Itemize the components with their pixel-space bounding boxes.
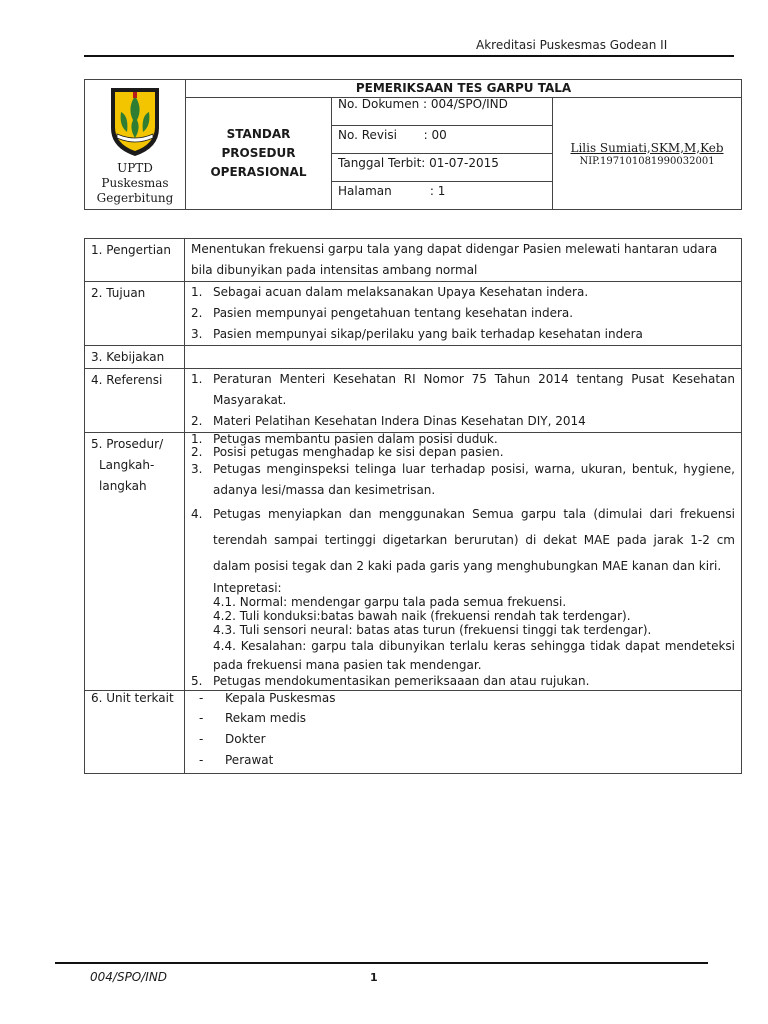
interpretasi-item-1: 4.1. Normal: mendengar garpu tala pada semua frekuensi. <box>213 595 567 609</box>
list-item: 1. Sebagai acuan dalam melaksanakan Upaya Kesehatan indera. <box>191 282 735 303</box>
list-item: 1. Petugas membantu pasien dalam posisi duduk. <box>191 433 735 446</box>
signer-cell <box>553 98 742 210</box>
list-item: 1. Peraturan Menteri Kesehatan RI Nomor 75 Tahun 2014 tentang Pusat Kesehatan Masyarakat. <box>191 369 735 411</box>
sop-line-1: STANDAR <box>226 127 291 141</box>
label-unit-terkait: 6. Unit terkait <box>85 691 185 774</box>
logo-caption-line-1: UPTD <box>117 161 153 175</box>
row-prosedur <box>85 433 742 691</box>
row-tujuan <box>85 282 742 346</box>
list-item: 2. Posisi petugas menghadap ke sisi depan pasien. <box>191 446 735 459</box>
institution-logo-cell <box>85 80 186 210</box>
list-item: - Dokter <box>191 729 735 750</box>
row-unit-terkait <box>85 691 742 774</box>
interpretasi-item-2: 4.2. Tuli konduksi:batas bawah naik (frekuensi rendah tak terdengar). <box>213 609 631 623</box>
sop-line-2: PROSEDUR <box>221 146 296 160</box>
document-title: PEMERIKSAAN TES GARPU TALA <box>186 80 742 98</box>
list-item: 2. Materi Pelatihan Kesehatan Indera Dinas Kesehatan DIY, 2014 <box>191 411 735 432</box>
prosedur-item-3: Petugas menginspeksi telinga luar terhadap posisi, warna, ukuran, bentuk, hygiene, adanya lesi/massa dan kesimetrisan. <box>213 462 735 497</box>
footer-divider <box>55 962 708 964</box>
list-item: - Perawat <box>191 750 735 771</box>
row-kebijakan <box>85 346 742 369</box>
logo-caption-line-2: Puskesmas <box>101 176 169 190</box>
prosedur-item-4: Petugas menyiapkan dan menggunakan Semua garpu tala (dimulai dari frekuensi terendah sampai tertinggi digetarkan berurutan) di dekat MAE pada jarak 1-2 cm dalam posisi tegak dan 2 kaki pada garis yang menghubungkan MAE kanan dan kiri. <box>213 507 735 573</box>
unit-item-4: Perawat <box>225 753 274 767</box>
document-number: No. Dokumen : 004/SPO/IND <box>332 98 553 126</box>
interpretasi-label: Intepretasi: <box>213 581 282 595</box>
list-item: 5. Petugas mendokumentasikan pemeriksaaan dan atau rujukan. <box>191 675 735 688</box>
footer-page-number: 1 <box>370 971 378 984</box>
list-item: - Rekam medis <box>191 708 735 729</box>
header-title: Akreditasi Puskesmas Godean II <box>476 38 668 52</box>
label-referensi: 4. Referensi <box>85 369 185 433</box>
list-item: 3. Petugas menginspeksi telinga luar terhadap posisi, warna, ukuran, bentuk, hygiene, adanya lesi/massa dan kesimetrisan. <box>191 459 735 501</box>
interpretasi-item-3: 4.3. Tuli sensori neural: batas atas turun (frekuensi tinggi tak terdengar). <box>213 623 652 637</box>
sop-line-3: OPERASIONAL <box>210 165 307 179</box>
referensi-item-2: Materi Pelatihan Kesehatan Indera Dinas Kesehatan DIY, 2014 <box>213 414 586 428</box>
prosedur-label-line-2: Langkah- <box>99 458 155 472</box>
signer-nip: NIP.197101081990032001 <box>579 155 715 167</box>
tujuan-item-2: Pasien mempunyai pengetahuan tentang kesehatan indera. <box>213 306 574 320</box>
kabupaten-emblem-icon <box>107 82 163 158</box>
header-divider <box>84 55 734 57</box>
sop-content-table <box>84 238 742 774</box>
sop-label <box>186 98 332 210</box>
row-referensi <box>85 369 742 433</box>
prosedur-label-line-1: 5. Prosedur/ <box>91 437 164 451</box>
issue-date: Tanggal Terbit: 01-07-2015 <box>332 154 553 182</box>
list-item: 4. Petugas menyiapkan dan menggunakan Semua garpu tala (dimulai dari frekuensi terendah sampai tertinggi digetarkan berurutan) di dekat MAE pada jarak 1-2 cm dalam posisi tegak dan 2 kaki pada garis yang menghubungkan MAE kanan dan kiri. <box>191 501 735 579</box>
document-identity-table <box>84 79 742 210</box>
page-number-field: Halaman : 1 <box>332 182 553 210</box>
prosedur-item-2: Posisi petugas menghadap ke sisi depan pasien. <box>213 445 504 459</box>
footer-document-code: 004/SPO/IND <box>90 970 168 984</box>
unit-item-2: Rekam medis <box>225 711 307 725</box>
label-tujuan: 2. Tujuan <box>85 282 185 346</box>
unit-item-1: Kepala Puskesmas <box>225 691 336 705</box>
prosedur-item-1: Petugas membantu pasien dalam posisi duduk. <box>213 432 498 446</box>
pengertian-line-1: Menentukan frekuensi garpu tala yang dapat didengar Pasien melewati hantaran udara <box>191 242 718 256</box>
tujuan-item-3: Pasien mempunyai sikap/perilaku yang baik terhadap kesehatan indera <box>213 327 643 341</box>
logo-caption-line-3: Gegerbitung <box>96 191 174 205</box>
pengertian-line-2: bila dibunyikan pada intensitas ambang normal <box>191 263 478 277</box>
interpretasi-item-4: 4.4. Kesalahan: garpu tala dibunyikan terlalu keras sehingga tidak dapat mendeteksi pada frekuensi mana pasien tak mendengar. <box>213 639 735 672</box>
signer-name: Lilis Sumiati,SKM,M,Keb <box>570 140 724 155</box>
label-prosedur <box>85 433 185 691</box>
list-item: - Kepala Puskesmas <box>199 691 336 705</box>
label-kebijakan: 3. Kebijakan <box>85 346 185 369</box>
list-item: 2. Pasien mempunyai pengetahuan tentang kesehatan indera. <box>191 303 735 324</box>
label-pengertian: 1. Pengertian <box>85 239 185 282</box>
tujuan-item-1: Sebagai acuan dalam melaksanakan Upaya Kesehatan indera. <box>213 285 589 299</box>
revision-number: No. Revisi : 00 <box>332 126 553 154</box>
list-item: 3. Pasien mempunyai sikap/perilaku yang baik terhadap kesehatan indera <box>191 324 735 345</box>
prosedur-item-5: Petugas mendokumentasikan pemeriksaaan dan atau rujukan. <box>213 674 590 688</box>
row-pengertian <box>85 239 742 282</box>
referensi-item-1: Peraturan Menteri Kesehatan RI Nomor 75 Tahun 2014 tentang Pusat Kesehatan Masyarakat. <box>213 372 735 407</box>
unit-item-3: Dokter <box>225 732 266 746</box>
prosedur-label-line-3: langkah <box>99 479 147 493</box>
